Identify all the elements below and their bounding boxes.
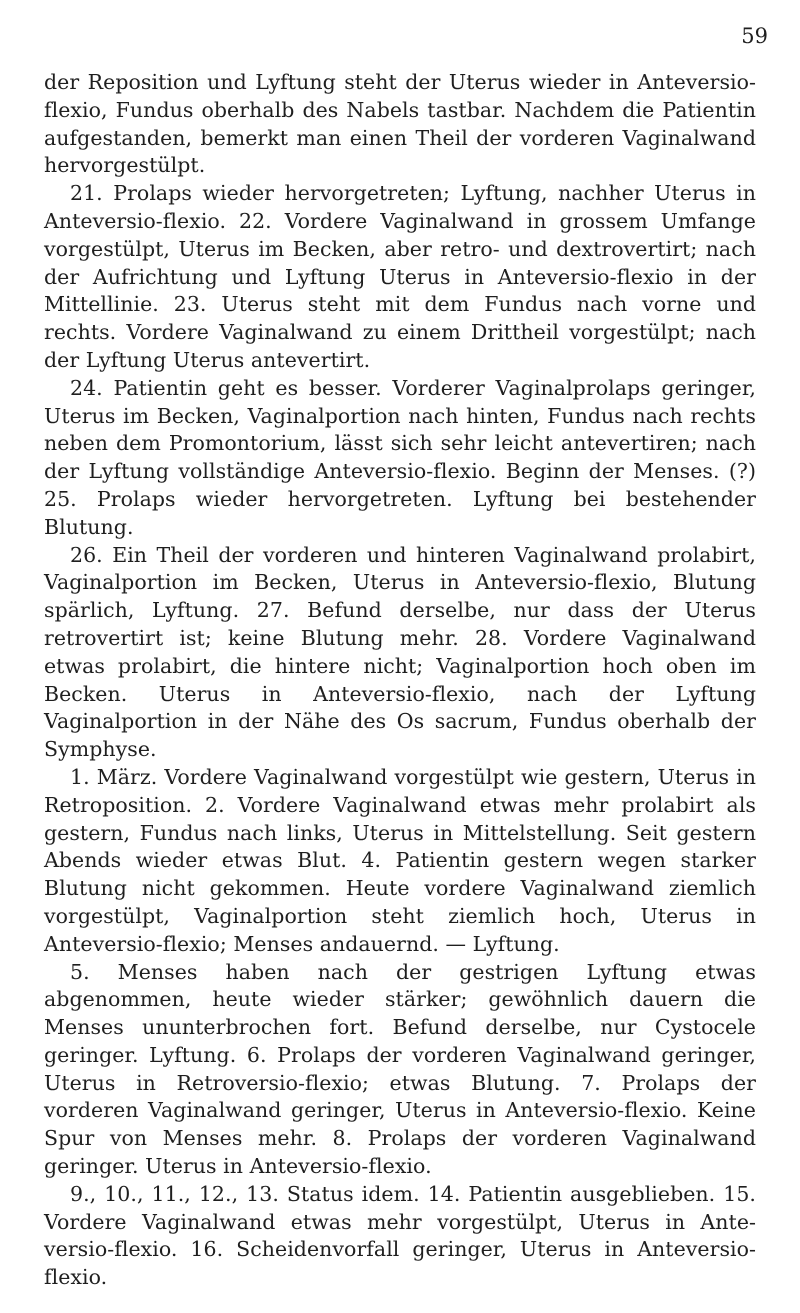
paragraph-4: 26. Ein Theil der vorderen und hinteren Vaginalwand prolabirt, Vaginalportion im Becken, Uterus in Anteversio-flexio, Blutung spärlich, Lyftung. 27. Befund derselbe, nur dass der Uterus retrovertirt ist; keine Blutung mehr. 28. Vordere Vaginalwand etwas prolabirt, die hintere nicht; Vaginalportion hoch oben im Becken. Uterus in Anteversio-flexio, nach der Lyftung Vaginalportion in der Nähe des Os sacrum, Fundus oberhalb der Symphyse. <box>44 542 756 762</box>
paragraph-6: 5. Menses haben nach der gestrigen Lyftung etwas abgenommen, heute wieder stärker; gewöhnlich dauern die Menses ununterbrochen fort. Befund derselbe, nur Cystocele geringer. Lyftung. 6. Prolaps der vorderen Vaginalwand geringer, Uterus in Retroversio-flexio; etwas Blutung. 7. Prolaps der vorderen Vaginalwand geringer, Uterus in Anteversio-flexio. Keine Spur von Menses mehr. 8. Prolaps der vorderen Vaginalwand geringer. Uterus in Anteversio-flexio. <box>44 959 756 1179</box>
paragraph-5: 1. März. Vordere Vaginalwand vorgestülpt wie gestern, Uterus in Retroposition. 2. Vordere Vaginalwand etwas mehr prolabirt als gestern, Fundus nach links, Uterus in Mittelstellung. Seit gestern Abends wieder etwas Blut. 4. Patientin gestern wegen starker Blutung nicht gekommen. Heute vordere Vaginalwand ziemlich vorgestülpt, Vaginalportion steht ziemlich hoch, Uterus in Anteversio-flexio; Menses andauernd. — Lyftung. <box>44 764 756 956</box>
body-text <box>44 69 756 1292</box>
paragraph-3: 24. Patientin geht es besser. Vorderer Vaginalprolaps geringer, Uterus im Becken, Vaginalportion nach hinten, Fundus nach rechts neben dem Promontorium, lässt sich sehr leicht antevertiren; nach der Lyftung vollständige Anteversio-flexio. Beginn der Menses. (?) 25. Prolaps wieder hervorgetreten. Lyftung bei bestehender Blutung. <box>44 375 756 539</box>
page-number: 59 <box>741 24 768 48</box>
paragraph-7: 9., 10., 11., 12., 13. Status idem. 14. Patientin ausgeblieben. 15. Vordere Vaginalwand etwas mehr vorgestülpt, Uterus in Ante-versio-flexio. 16. Scheidenvorfall geringer, Uterus in Anteversio-flexio. <box>44 1181 756 1290</box>
paragraph-1: der Reposition und Lyftung steht der Uterus wieder in Anteversio-flexio, Fundus oberhalb des Nabels tastbar. Nachdem die Patientin aufgestanden, bemerkt man einen Theil der vorderen Vaginalwand hervorgestülpt. <box>44 70 756 178</box>
paragraph-2: 21. Prolaps wieder hervorgetreten; Lyftung, nachher Uterus in Anteversio-flexio. 22. Vordere Vaginalwand in grossem Umfange vorgestülpt, Uterus im Becken, aber retro- und dextrovertirt; nach der Aufrichtung und Lyftung Uterus in Anteversio-flexio in der Mittellinie. 23. Uterus steht mit dem Fundus nach vorne und rechts. Vordere Vaginalwand zu einem Drittheil vorgestülpt; nach der Lyftung Uterus antevertirt. <box>44 181 756 372</box>
